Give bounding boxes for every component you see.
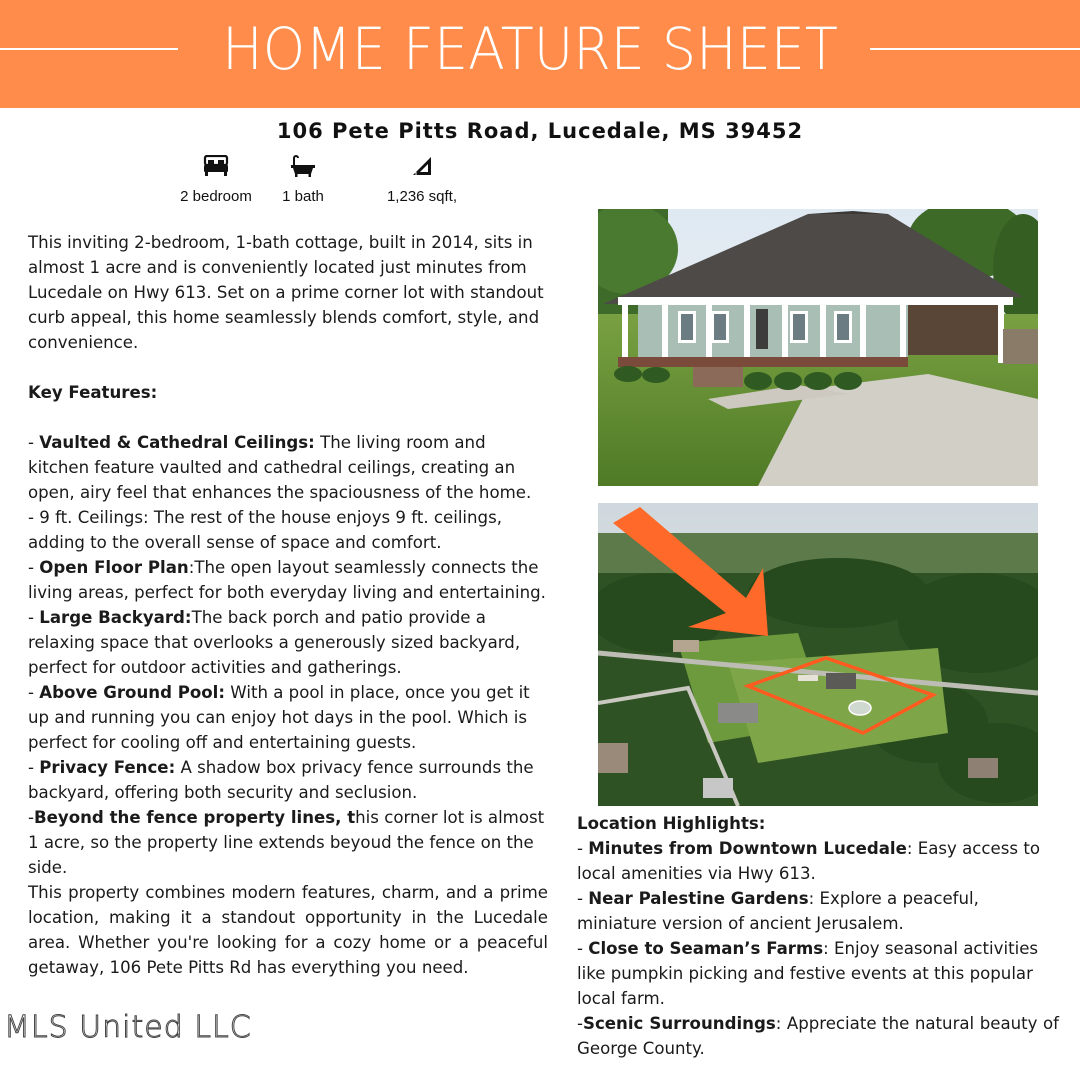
location-item: -Scenic Surroundings: Appreciate the natural beauty of George County. xyxy=(577,1014,1059,1058)
feature-item: - 9 ft. Ceilings: The rest of the house enjoys 9 ft. ceilings, adding to the overall sense of space and comfort. xyxy=(28,508,503,552)
stat-label: 2 bedroom xyxy=(180,188,252,205)
header-banner xyxy=(0,0,1080,108)
stat-bedrooms xyxy=(172,155,260,205)
banner-rule-left xyxy=(0,48,178,50)
feature-item: - Large Backyard:The back porch and patio provide a relaxing space that overlooks a generously sized backyard, perfect for outdoor activities and gatherings. xyxy=(28,608,521,677)
banner-rule-right xyxy=(870,48,1080,50)
bed-icon xyxy=(172,155,260,179)
key-features-heading: Key Features: xyxy=(28,383,158,402)
location-column xyxy=(577,811,1059,1061)
closing-paragraph: This property combines modern features, charm, and a prime location, making it a standout opportunity in the Lucedale area. Whether you're looking for a cozy home or a peaceful getaway, 106 Pete Pitts Rd has everything you need. xyxy=(28,883,548,977)
feature-item: - Privacy Fence: A shadow box privacy fence surrounds the backyard, offering both security and seclusion. xyxy=(28,758,534,802)
stat-square-feet xyxy=(378,155,466,205)
location-item: - Close to Seaman’s Farms: Enjoy seasonal activities like pumpkin picking and festive events at this popular local farm. xyxy=(577,939,1039,1008)
feature-item: -Beyond the fence property lines, this corner lot is almost 1 acre, so the property line extends beyoud the fence on the side. xyxy=(28,808,545,877)
house-front-photo xyxy=(598,209,1038,486)
intro-paragraph: This inviting 2-bedroom, 1-bath cottage, built in 2014, sits in almost 1 acre and is conveniently located just minutes from Lucedale on Hwy 613. Set on a prime corner lot with standout curb appeal, this home seamlessly blends comfort, style, and convenience. xyxy=(28,233,544,352)
feature-item: - Above Ground Pool: With a pool in place, once you get it up and running you can enjoy hot days in the pool. Which is perfect for cooling off and entertaining guests. xyxy=(28,683,530,752)
aerial-photo xyxy=(598,503,1038,806)
set-square-icon xyxy=(378,155,466,179)
page-title: HOME FEATURE SHEET xyxy=(222,15,838,83)
property-address: 106 Pete Pitts Road, Lucedale, MS 39452 xyxy=(276,119,804,143)
property-stats xyxy=(0,155,1080,215)
stat-label: 1,236 sqft, xyxy=(386,188,458,205)
feature-item: - Open Floor Plan:The open layout seamlessly connects the living areas, perfect for both everyday living and entertaining. xyxy=(28,558,546,602)
stat-bathrooms xyxy=(276,155,330,205)
location-heading: Location Highlights: xyxy=(577,814,766,833)
description-column xyxy=(28,230,548,980)
stat-label: 1 bath xyxy=(282,188,324,205)
feature-item: - Vaulted & Cathedral Ceilings: The living room and kitchen feature vaulted and cathedral ceilings, creating an open, airy feel that enhances the spaciousness of the home. xyxy=(28,433,532,502)
location-item: - Minutes from Downtown Lucedale: Easy access to local amenities via Hwy 613. xyxy=(577,839,1040,883)
bathtub-icon xyxy=(276,155,330,179)
location-item: - Near Palestine Gardens: Explore a peaceful, miniature version of ancient Jerusalem. xyxy=(577,889,979,933)
mls-watermark: MLS United LLC xyxy=(4,1010,252,1045)
